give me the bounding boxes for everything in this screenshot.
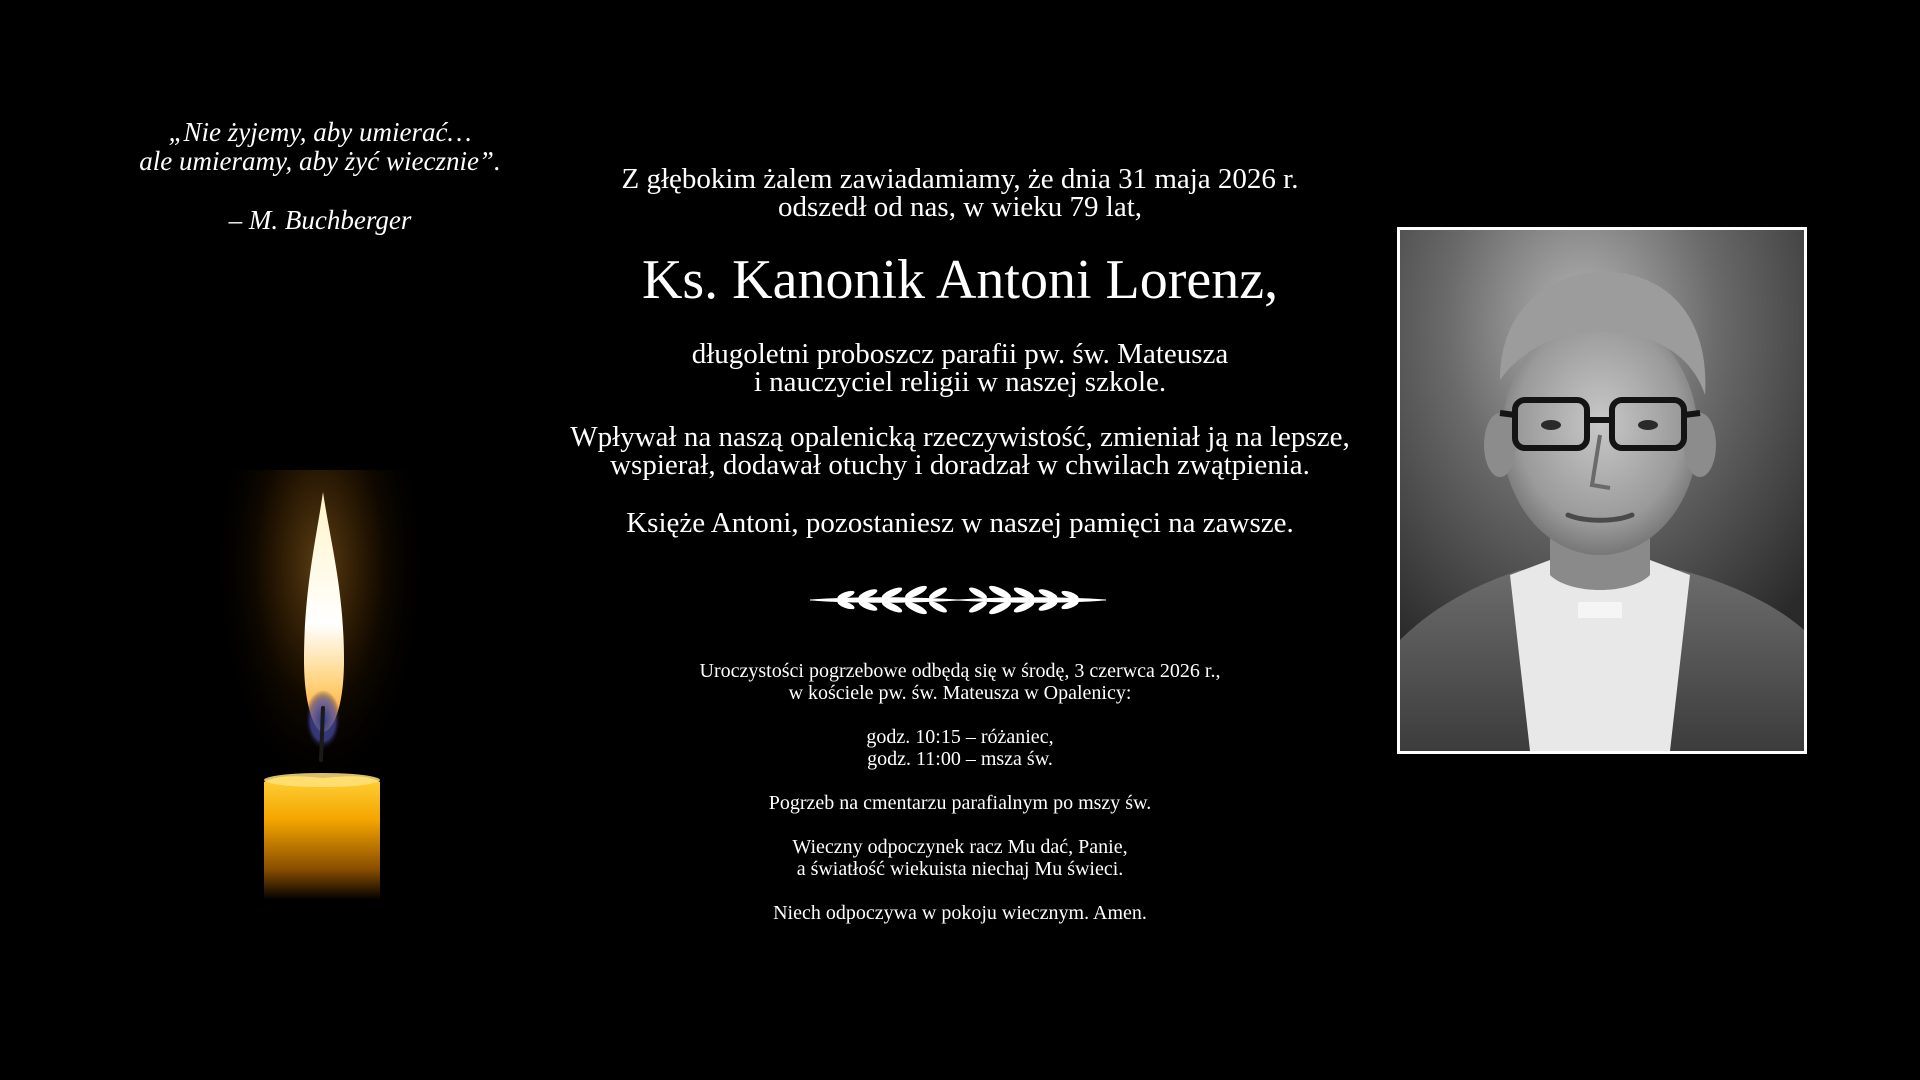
candle-icon [220,470,420,900]
role-line-2: i nauczyciel religii w naszej szkole. [753,366,1167,398]
intro-line-1: Z głębokim żalem zawiadamiamy, że dnia 31 maja 2026 r. [621,163,1299,195]
tribute-line-1: Wpływał na naszą opalenicką rzeczywistość, zmieniał ją na lepsze, [570,421,1350,453]
farewell-text: Księże Antoni, pozostaniesz w naszej pamięci na zawsze. [626,507,1294,539]
prayer-line-1: Wieczny odpoczynek racz Mu dać, Panie, [792,836,1128,858]
role-line-1: długoletni proboszcz parafii pw. św. Mateusza [691,338,1229,370]
portrait-photo [1397,227,1807,754]
deceased-name: Ks. Kanonik Antoni Lorenz, [641,249,1279,311]
schedule-rosary: godz. 10:15 – różaniec, [866,726,1054,748]
burial-info: Pogrzeb na cmentarzu parafialnym po mszy św. [768,792,1152,814]
closing-line: Niech odpoczywa w pokoju wiecznym. Amen. [773,902,1147,924]
laurel-divider-icon [806,584,1110,616]
prayer-line-2: a światłość wiekuista niechaj Mu świeci. [796,858,1124,880]
intro-line-2: odszedł od nas, w wieku 79 lat, [777,191,1143,223]
funeral-details [520,660,1400,924]
quote-block [80,118,560,235]
funeral-line-1: Uroczystości pogrzebowe odbędą się w środę, 3 czerwca 2026 r., [699,660,1221,682]
tribute-text [520,423,1400,479]
quote-author: – M. Buchberger [228,205,412,235]
funeral-line-2: w kościele pw. św. Mateusza w Opalenicy: [788,682,1132,704]
quote-line-1: „Nie żyjemy, aby umierać… [168,117,472,147]
tribute-line-2: wspierał, dodawał otuchy i doradzał w chwilach zwątpienia. [610,449,1310,481]
quote-line-2: ale umieramy, aby żyć wiecznie”. [139,146,501,176]
deceased-role [520,340,1400,396]
announcement-intro [520,165,1400,221]
schedule-mass: godz. 11:00 – msza św. [867,748,1053,770]
